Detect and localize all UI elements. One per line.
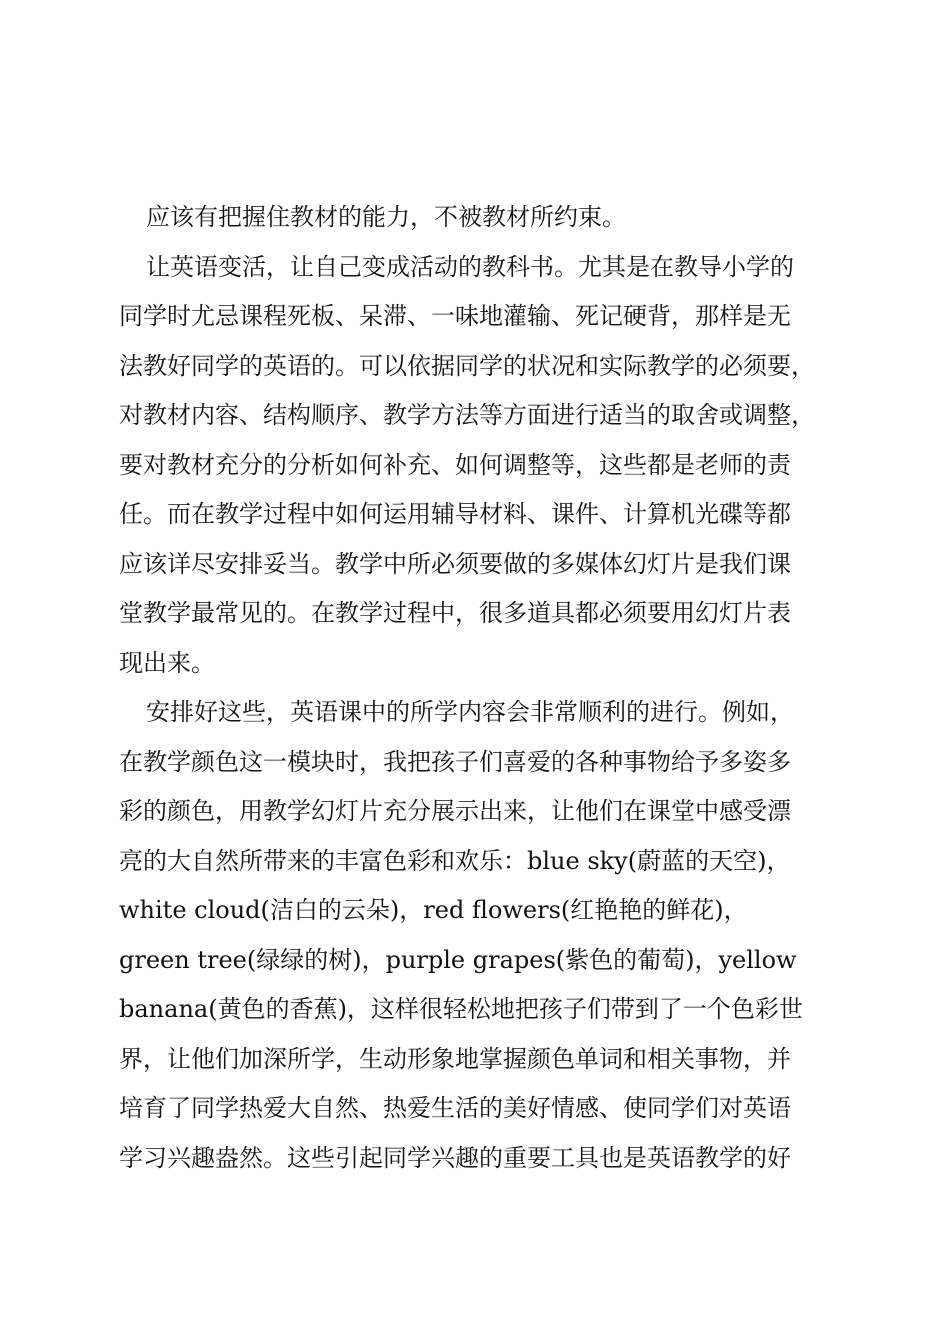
text-line: 堂教学最常见的。在教学过程中，很多道具都必须要用幻灯片表 [119, 599, 791, 627]
text-line: 现出来。 [119, 648, 215, 677]
text-line: 让英语变活，让自己变成活动的教科书。尤其是在教导小学的 [146, 252, 794, 281]
text-line: 亮的大自然所带来的丰富色彩和欢乐：blue sky(蔚蓝的天空)， [119, 846, 791, 875]
text-line: 任。而在教学过程中如何运用辅导材料、课件、计算机光碟等都 [119, 500, 791, 528]
text-line: white cloud(洁白的云朵)，red flowers(红艳艳的鲜花)， [119, 896, 748, 924]
text-line: banana(黄色的香蕉)，这样很轻松地把孩子们带到了一个色彩世 [119, 995, 803, 1023]
text-line: 要对教材充分的分析如何补充、如何调整等，这些都是老师的责 [119, 450, 791, 479]
document-body [119, 193, 839, 1183]
paragraph-1 [119, 193, 839, 243]
text-line: 应该详尽安排妥当。教学中所必须要做的多媒体幻灯片是我们课 [119, 549, 791, 578]
text-line: 培育了同学热爱大自然、热爱生活的美好情感、使同学们对英语 [119, 1094, 791, 1122]
paragraph-2 [119, 243, 839, 689]
text-line: 学习兴趣盎然。这些引起同学兴趣的重要工具也是英语教学的好 [119, 1143, 791, 1172]
text-line: green tree(绿绿的树)，purple grapes(紫色的葡萄)，yellow [119, 945, 797, 974]
text-line: 对教材内容、结构顺序、教学方法等方面进行适当的取舍或调整， [119, 401, 815, 429]
text-line: 应该有把握住教材的能力，不被教材所约束。 [146, 203, 626, 231]
text-line: 安排好这些，英语课中的所学内容会非常顺利的进行。例如， [146, 698, 794, 726]
text-line: 同学时尤忌课程死板、呆滞、一味地灌输、死记硬背，那样是无 [119, 302, 791, 330]
text-line: 彩的颜色，用教学幻灯片充分展示出来，让他们在课堂中感受漂 [119, 797, 791, 825]
text-line: 界，让他们加深所学，生动形象地掌握颜色单词和相关事物，并 [119, 1044, 791, 1073]
text-line: 在教学颜色这一模块时，我把孩子们喜爱的各种事物给予多姿多 [119, 747, 791, 776]
text-line: 法教好同学的英语的。可以依据同学的状况和实际教学的必须要， [119, 351, 815, 380]
paragraph-3 [119, 688, 839, 1183]
